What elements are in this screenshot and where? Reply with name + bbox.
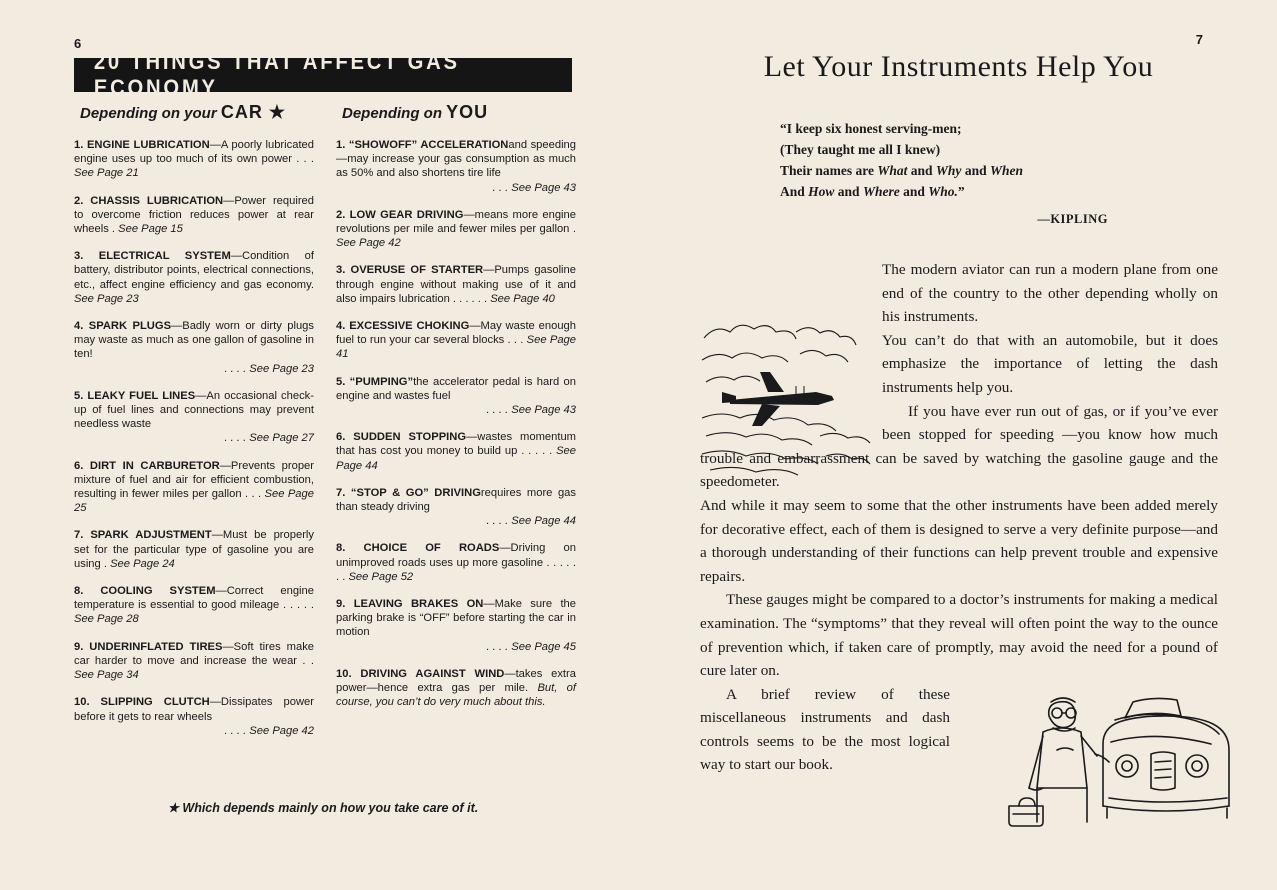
heading-car-big: CAR ★ xyxy=(220,102,286,122)
left-page-number: 6 xyxy=(74,36,82,51)
quote-line-2: (They taught me all I knew) xyxy=(780,142,941,157)
you-factor-item: 7. “STOP & GO” DRIVINGrequires more gas than steady driving . . . . See Page 44 xyxy=(336,486,576,528)
you-factor-item: 2. LOW GEAR DRIVING—means more engine revolutions per mile and fewer miles per gallon . See Page 42 xyxy=(336,208,576,250)
airplane-clouds-illustration xyxy=(700,308,875,488)
paragraph-4: And while it may seem to some that the other instruments have been added merely for decorative effect, each of them is designed to serve a very definite purpose—and a thorough understanding of their functions can help prevent trouble and expensive repairs. xyxy=(700,496,1218,585)
you-factor-item: 8. CHOICE OF ROADS—Driving on unimproved roads uses up more gasoline . . . . . . . See Page 52 xyxy=(336,542,576,583)
heading-you-big: YOU xyxy=(446,102,489,122)
quote-attribution: —KIPLING xyxy=(1037,212,1108,226)
kipling-quote xyxy=(780,118,1200,230)
car-factor-item: 2. CHASSIS LUBRICATION—Power required to overcome friction reduces power at rear wheels . See Page 15 xyxy=(74,194,314,236)
car-factor-item: 10. SLIPPING CLUTCH—Dissipates power before it gets to rear wheels . . . . See Page 42 xyxy=(74,696,314,737)
right-page-number: 7 xyxy=(1195,32,1203,47)
page-title: Let Your Instruments Help You xyxy=(763,50,1154,83)
heading-depending-on-car xyxy=(80,102,286,123)
paragraph-6: A brief review of these miscellaneous instruments and dash controls seems to be the most logical way to start our book. xyxy=(700,685,950,774)
you-factor-list xyxy=(336,138,576,723)
car-factor-item: 3. ELECTRICAL SYSTEM—Condition of battery, distributor points, electrical connections, etc., affect engine efficiency and gas economy. See Page 23 xyxy=(74,250,314,305)
you-factor-item: 6. SUDDEN STOPPING—wastes momentum that has cost you money to build up . . . . . See Page 44 xyxy=(336,431,576,472)
car-factor-list xyxy=(74,138,314,751)
doctor-examining-car-illustration xyxy=(991,658,1249,828)
car-factor-item: 7. SPARK ADJUSTMENT—Must be properly set for the particular type of gasoline you are using . See Page 24 xyxy=(74,529,314,570)
paragraph-2: You can’t do that with an automobile, but it does emphasize the importance of letting the dash instruments help you. xyxy=(882,331,1218,396)
heading-you-text: Depending on xyxy=(342,105,442,122)
column-headings xyxy=(74,102,572,128)
banner-title: 20 THINGS THAT AFFECT GAS ECONOMY xyxy=(93,49,460,100)
car-factor-item: 1. ENGINE LUBRICATION—A poorly lubricated engine uses up too much of its own power . . . See Page 21 xyxy=(74,139,314,180)
you-factor-item: 1. “SHOWOFF” ACCELERATIONand speeding—may increase your gas consumption as much as 50% and also shortens tire life . . . See Page 43 xyxy=(336,139,576,194)
you-factor-item: 3. OVERUSE OF STARTER—Pumps gasoline through engine without making use of it and also impairs lubrication . . . . . . See Page 40 xyxy=(336,264,576,305)
you-factor-item: 4. EXCESSIVE CHOKING—May waste enough fuel to run your car several blocks . . . See Page 41 xyxy=(336,320,576,361)
right-page xyxy=(640,0,1277,890)
car-factor-item: 9. UNDERINFLATED TIRES—Soft tires make car harder to move and increase the wear . . See Page 34 xyxy=(74,640,315,682)
banner-20-things xyxy=(74,49,572,100)
paragraph-3: If you have ever run out of gas, or if you’ve ever been stopped for speeding —you know how much trouble and embarrassment can be saved by watching the gasoline gauge and the speedometer. xyxy=(700,402,1218,491)
quote-line-4: And How and Where and Who.” xyxy=(780,184,965,199)
quote-line-3: Their names are What and Why and When xyxy=(780,163,1023,178)
heading-depending-on-you xyxy=(342,102,488,123)
car-factor-item: 8. COOLING SYSTEM—Correct engine temperature is essential to good mileage . . . . . See Page 28 xyxy=(74,585,314,626)
you-factor-item: 5. “PUMPING”the accelerator pedal is hard on engine and wastes fuel . . . . See Page 43 xyxy=(336,375,576,417)
footnote: ★ Which depends mainly on how you take care of it. xyxy=(167,801,479,815)
quote-line-1: “I keep six honest serving-men; xyxy=(780,121,962,136)
paragraph-1: The modern aviator can run a modern plane from one end of the country to the other depending wholly on his instruments. xyxy=(882,261,1218,326)
you-factor-item: 10. DRIVING AGAINST WIND—takes extra power—hence extra gas per mile. But, of course, you can’t do very much about this. xyxy=(336,667,576,709)
heading-car-text: Depending on your xyxy=(80,105,217,122)
car-factor-item: 6. DIRT IN CARBURETOR—Prevents proper mixture of fuel and air for efficient combustion, resulting in fewer miles per gallon . . . See Page 25 xyxy=(74,459,314,515)
car-factor-item: 4. SPARK PLUGS—Badly worn or dirty plugs may waste as much as one gallon of gasoline in ten! . . . . See Page 23 xyxy=(74,320,314,375)
you-factor-item: 9. LEAVING BRAKES ON—Make sure the parking brake is “OFF” before starting the car in motion . . . . See Page 45 xyxy=(336,598,577,653)
paragraph-5: These gauges might be compared to a doctor’s instruments for making a medical examination. The “symptoms” that they reveal will often point the way to the ounce of prevention which, if taken care of promptly, may avoid the need for a pound of cure later on. xyxy=(700,591,1218,680)
car-factor-item: 5. LEAKY FUEL LINES—An occasional check-up of fuel lines and connections may prevent needless waste . . . . See Page 27 xyxy=(74,389,314,445)
